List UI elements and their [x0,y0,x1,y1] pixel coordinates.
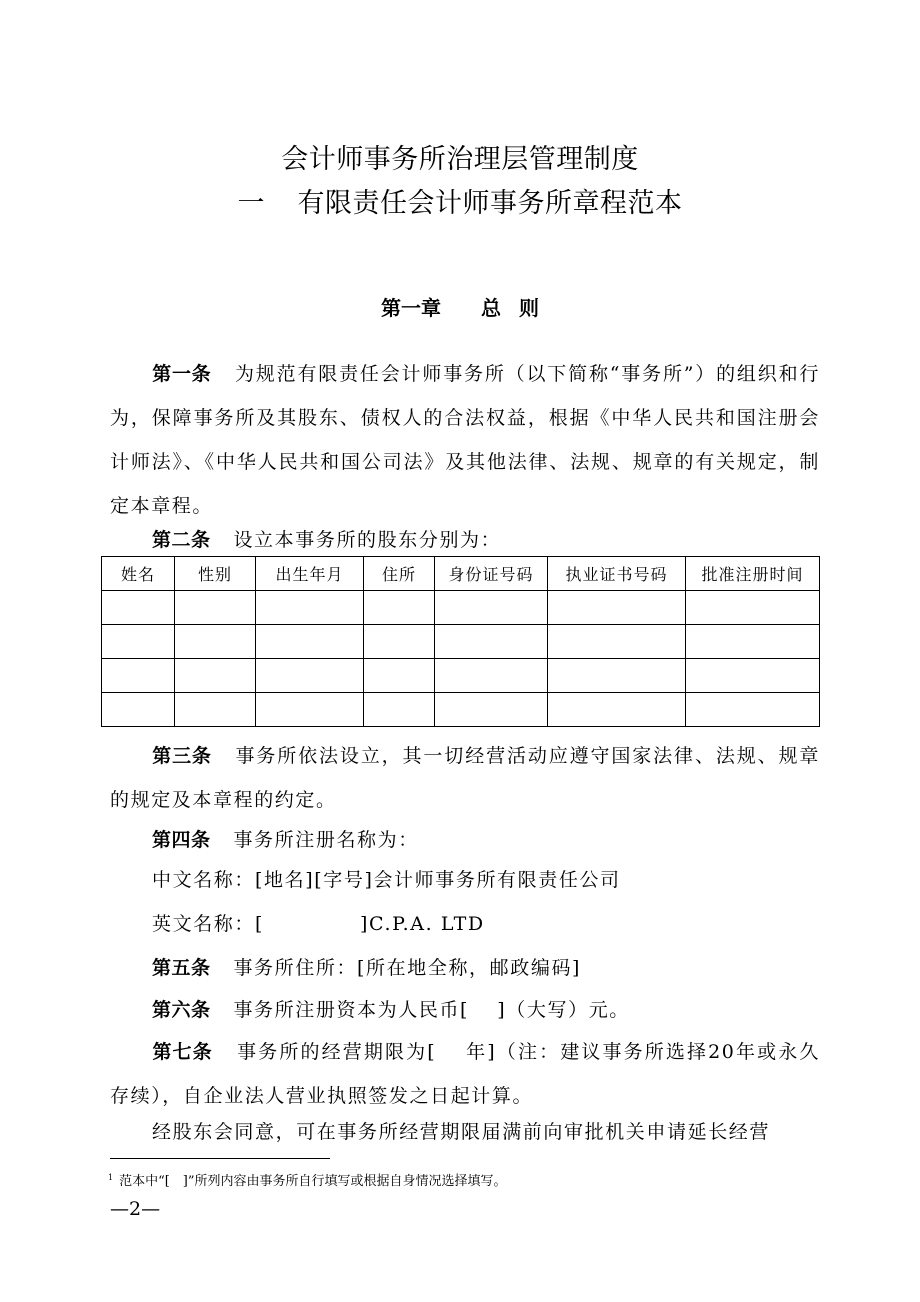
table-cell [686,659,820,693]
document-subtitle [0,181,920,220]
table-cell [435,625,548,659]
chinese-name: 中文名称：[地名][字号]会计师事务所有限责任公司 [152,869,621,891]
table-row [102,625,820,659]
article-4-label: 第四条 [152,829,211,851]
table-cell [364,659,435,693]
article-1-text: 为规范有限责任会计师事务所（以下简称“事务所”）的组织和行为，保障事务所及其股东、债权人的合法权益，根据《中华人民共和国注册会计师法》、《中华人民共和国公司法》及其他法律、法规、规章的有关规定，制定本章程。 [110,363,821,517]
article-5-label: 第五条 [152,957,211,979]
article-7 [110,1030,820,1118]
table-cell [548,591,686,625]
article-6-text: 事务所注册资本为人民币[ ]（大写）元。 [233,999,630,1021]
table-cell [175,659,256,693]
article-3 [110,734,820,822]
article-3-text: 事务所依法设立，其一切经营活动应遵守国家法律、法规、规章的规定及本章程的约定。 [110,745,820,811]
footnote-divider [110,1158,330,1159]
table-cell [364,591,435,625]
table-cell [102,625,175,659]
chapter-label: 第一章 [381,296,441,320]
article-7-text: 事务所的经营期限为[ 年]（注：建议事务所选择20年或永久存续），自企业法人营业执照签发之日起计算。 [110,1041,820,1107]
chinese-name-line [110,858,820,902]
footnote-marker: 1 [108,1173,114,1182]
article-4-text: 事务所注册名称为： [233,829,419,851]
extension-paragraph [110,1110,820,1154]
table-header: 性别 [175,557,256,591]
table-cell [256,659,364,693]
table-cell [686,591,820,625]
article-1-label: 第一条 [152,363,212,385]
page-number: —2— [110,1198,161,1220]
table-row [102,591,820,625]
extension-text: 经股东会同意，可在事务所经营期限届满前向审批机关申请延长经营 [152,1121,771,1143]
table-header: 执业证书号码 [548,557,686,591]
table-cell [686,625,820,659]
table-header: 姓名 [102,557,175,591]
table-cell [686,693,820,727]
table-cell [175,693,256,727]
article-4 [110,818,820,862]
subtitle-number: 一 [237,188,265,219]
table-row [102,659,820,693]
article-2-text: 设立本事务所的股东分别为： [233,529,502,551]
table-cell [102,693,175,727]
table-cell [364,693,435,727]
subtitle-text: 有限责任会计师事务所章程范本 [297,188,683,219]
table-cell [435,591,548,625]
article-5-text: 事务所住所：[所在地全称，邮政编码] [233,957,582,979]
article-3-label: 第三条 [152,745,212,767]
table-header: 身份证号码 [435,557,548,591]
table-cell [256,693,364,727]
footnote-text: 范本中“[ ]”所列内容由事务所自行填写或根据自身情况选择填写。 [119,1174,507,1189]
chapter-heading [0,292,920,321]
table-cell [548,659,686,693]
table-cell [548,625,686,659]
table-cell [102,659,175,693]
table-header: 住所 [364,557,435,591]
english-name-line [110,902,820,946]
chapter-title-part2: 则 [519,296,539,320]
article-7-label: 第七条 [152,1041,213,1063]
article-6-label: 第六条 [152,999,211,1021]
table-cell [175,591,256,625]
article-5 [110,946,820,990]
english-name-suffix: ]C.P.A. LTD [360,913,485,935]
table-cell [435,693,548,727]
article-1 [110,352,820,528]
table-cell [435,659,548,693]
document-title: 会计师事务所治理层管理制度 [281,144,639,175]
table-cell [364,625,435,659]
table-cell [102,591,175,625]
table-cell [256,625,364,659]
table-row [102,693,820,727]
english-name-prefix: 英文名称：[ [152,913,265,935]
table-cell [256,591,364,625]
table-header: 出生年月 [256,557,364,591]
article-2-label: 第二条 [152,529,211,551]
table-cell [175,625,256,659]
table-cell [548,693,686,727]
shareholder-table [101,556,820,727]
footnote [108,1170,507,1189]
chapter-title-part1: 总 [481,296,501,320]
table-header: 批准注册时间 [686,557,820,591]
table-header-row [102,557,820,591]
article-6 [110,988,820,1032]
